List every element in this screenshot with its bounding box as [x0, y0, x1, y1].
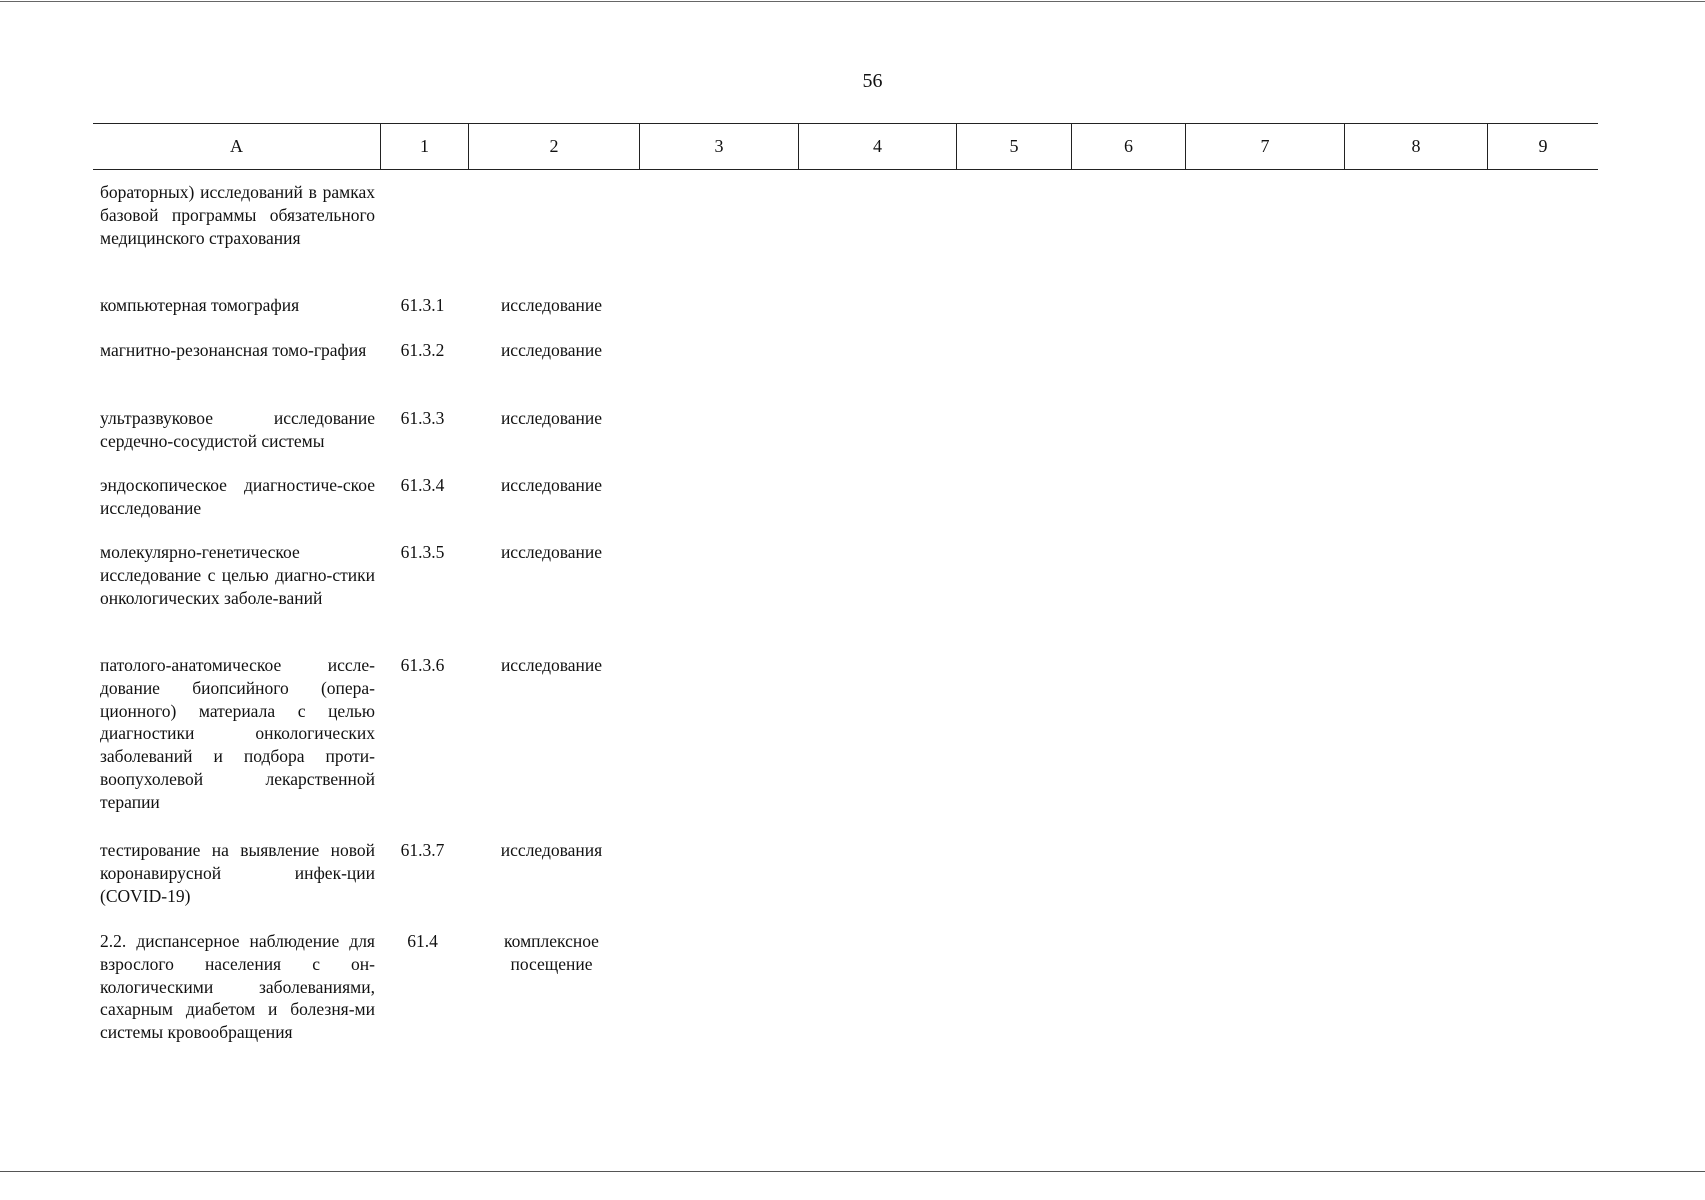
row-name: компьютерная томография [100, 295, 300, 315]
row-code: 61.3.5 [400, 542, 445, 562]
row-name: эндоскопическое диагностиче-ское исследование [100, 475, 375, 518]
row-name: патолого-анатомическое иссле-дование биопсийного (опера-ционного) материала с целью диагностики онкологических заболеваний и подбора проти-воопухолевой лекарственной терапии [100, 655, 375, 812]
row-code: 61.3.1 [400, 295, 445, 315]
page-number: 56 [862, 70, 883, 92]
column-header-2: 2 [468, 124, 639, 169]
column-header-1: 1 [380, 124, 468, 169]
row-unit: исследование [500, 340, 603, 360]
row-name: бораторных) исследований в рамках базовой программы обязательного медицинского страхования [100, 182, 375, 248]
row-name: тестирование на выявление новой коронавирусной инфек-ции (COVID-19) [100, 840, 375, 906]
row-code: 61.4 [407, 931, 438, 951]
row-unit: исследование [500, 542, 603, 562]
page-bottom-edge [0, 1171, 1705, 1172]
row-code: 61.3.6 [400, 655, 445, 675]
column-header-4: 4 [798, 124, 956, 169]
row-unit: исследование [500, 295, 603, 315]
row-unit: исследование [500, 408, 603, 428]
row-code: 61.3.7 [400, 840, 445, 860]
column-header-9: 9 [1487, 124, 1598, 169]
row-name: 2.2. диспансерное наблюдение для взрослого населения с он-кологическими заболеваниями, сахарным диабетом и болезня-ми системы кровообращения [100, 931, 375, 1043]
page-top-edge [0, 1, 1705, 2]
row-name: ультразвуковое исследование сердечно-сосудистой системы [100, 408, 375, 451]
row-name: магнитно-резонансная томо-графия [100, 340, 367, 360]
row-code: 61.3.3 [400, 408, 445, 428]
row-code: 61.3.4 [400, 475, 445, 495]
column-header-a: A [230, 136, 243, 156]
row-name: молекулярно-генетическое исследование с целью диагно-стики онкологических заболе-ваний [100, 542, 375, 608]
row-unit: комплексное посещение [504, 931, 599, 974]
column-header-8: 8 [1344, 124, 1487, 169]
row-unit: исследование [500, 655, 603, 675]
table-header [93, 123, 1598, 170]
row-unit: исследование [500, 475, 603, 495]
row-code: 61.3.2 [400, 340, 445, 360]
column-header-6: 6 [1071, 124, 1185, 169]
column-header-5: 5 [956, 124, 1071, 169]
column-header-3: 3 [639, 124, 798, 169]
row-unit: исследования [500, 840, 603, 860]
column-header-7: 7 [1185, 124, 1344, 169]
